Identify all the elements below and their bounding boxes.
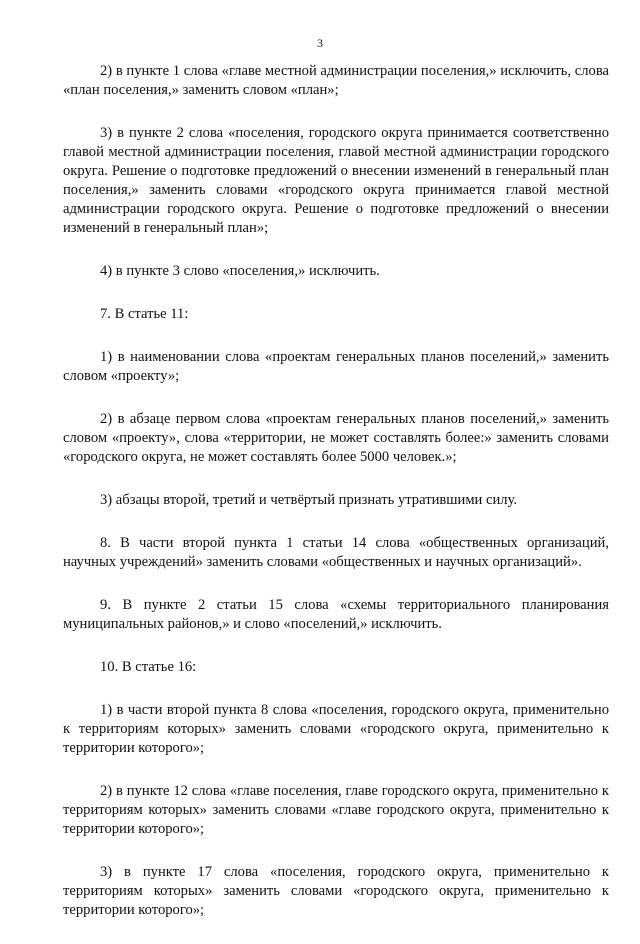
- paragraph-7-2: 2) в абзаце первом слова «проектам генеральных планов поселений,» заменить словом «проекту», слова «территории, не может составлять более:» заменить словами «городского округа, не может составлять более 5000 человек.»;: [63, 411, 609, 465]
- paragraph-amendment-4: 4) в пункте 3 слово «поселения,» исключить.: [100, 263, 380, 279]
- document-body: [63, 62, 609, 944]
- page-number: 3: [317, 36, 323, 50]
- paragraph-10-3: 3) в пункте 17 слова «поселения, городского округа, применительно к территориям которых» заменить словами «городского округа, применительно к территории которого»;: [63, 864, 609, 918]
- section-8: 8. В части второй пункта 1 статьи 14 слова «общественных организаций, научных учреждений» заменить словами «общественных и научных организаций».: [63, 535, 609, 570]
- paragraph-10-2: 2) в пункте 12 слова «главе поселения, главе городского округа, применительно к территориям которых» заменить словами «главе городского округа, применительно к территории которого»;: [63, 783, 609, 837]
- section-9: 9. В пункте 2 статьи 15 слова «схемы территориального планирования муниципальных районов,» и слово «поселений,» исключить.: [63, 597, 609, 632]
- paragraph-amendment-2: 2) в пункте 1 слова «главе местной администрации поселения,» исключить, слова «план поселения,» заменить словом «план»;: [63, 63, 609, 98]
- section-7-heading: 7. В статье 11:: [100, 306, 189, 322]
- section-10-heading: 10. В статье 16:: [100, 659, 197, 675]
- paragraph-7-1: 1) в наименовании слова «проектам генеральных планов поселений,» заменить словом «проекту»;: [63, 349, 609, 384]
- paragraph-amendment-3: 3) в пункте 2 слова «поселения, городского округа принимается соответственно главой местной администрации поселения, главой местной администрации городского округа. Решение о подготовке предложений о внесении изменений в генеральный план поселения,» заменить словами «городского округа принимается главой местной администрации городского округа. Решение о подготовке предложений о внесении изменений в генеральный план»;: [63, 125, 609, 236]
- paragraph-10-1: 1) в части второй пункта 8 слова «поселения, городского округа, применительно к территориям которых» заменить словами «городского округа, применительно к территории которого»;: [63, 702, 609, 756]
- paragraph-7-3: 3) абзацы второй, третий и четвёртый признать утратившими силу.: [100, 492, 518, 508]
